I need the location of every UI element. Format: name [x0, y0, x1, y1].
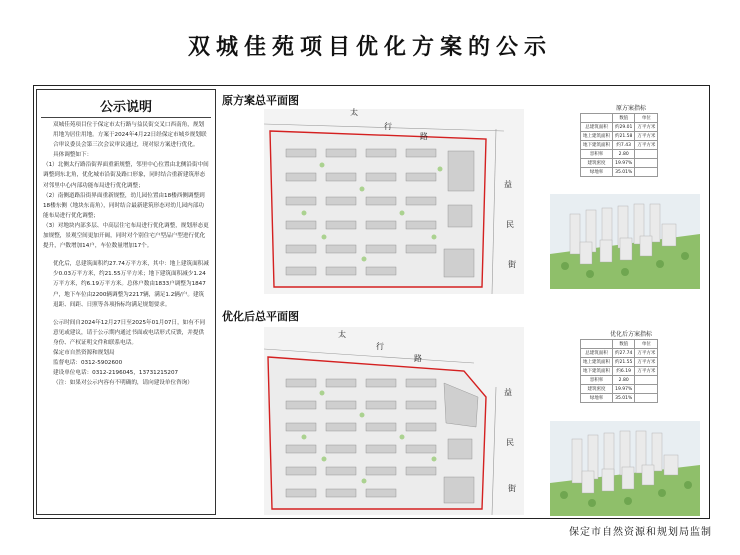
road-label: 益 [504, 388, 512, 397]
notice-paragraph: 公示时间自2024年12月27日至2025年01月07日，如有不同意见或建议，请于公示期内通过书面或电话形式反馈，并提供身份、产权证明文件和联系电话。 [53, 319, 206, 346]
table-row: 容积率 2.80 [581, 150, 658, 159]
road-label: 太 [338, 330, 346, 339]
notice-paragraph: 具体调整如下： [53, 152, 93, 159]
table-row: 地上建筑面积 约21.55 万平方米 [581, 358, 658, 367]
road-label: 路 [420, 132, 428, 141]
column-header: 数值 [613, 114, 635, 123]
road-label: 益 [504, 180, 512, 189]
notice-paragraph: 监督电话：0312-5902600 [53, 360, 123, 367]
aerial-rendering-image [550, 421, 700, 516]
table-row: 容积率 2.80 [581, 376, 658, 385]
table-row: 地下建筑面积 约7.43 万平方米 [581, 141, 658, 150]
divider [41, 117, 211, 118]
road-label: 行 [376, 342, 384, 351]
site-plan-drawing [264, 109, 524, 294]
table-row: 绿地率 35.01% [581, 168, 658, 177]
optimized-plan-heading: 优化后总平面图 [222, 310, 299, 323]
footer-issuer: 保定市自然资源和规划局监制 [569, 527, 712, 538]
road-label: 太 [350, 108, 358, 117]
notice-paragraph: 保定市自然资源和规划局 [53, 349, 115, 356]
notice-panel [36, 89, 216, 515]
original-indicator-table [580, 113, 658, 177]
column-header: 单位 [635, 114, 658, 123]
column-header [581, 114, 613, 123]
column-header: 数值 [613, 340, 635, 349]
notice-paragraph: 建设单位电话：0312-2196045，13731215207 [53, 370, 179, 377]
table-row: 建筑密度 19.97% [581, 385, 658, 394]
table-row: 地上建筑面积 约21.58 万平方米 [581, 132, 658, 141]
original-site-plan [264, 109, 524, 294]
road-label: 民 [506, 220, 514, 229]
road-label: 街 [508, 484, 516, 493]
site-plan-drawing [264, 327, 524, 515]
notice-paragraph: （2）南侧道路沿街界面重新规整，幼儿园位置由18楼西侧调整到18楼东侧（地块东南角），同时结合最新建筑形态对幼儿园内部功能布局进行优化调整； [43, 192, 205, 219]
original-table-title: 原方案指标 [615, 105, 646, 112]
road-label: 行 [384, 122, 392, 131]
table-row: 建筑密度 19.97% [581, 159, 658, 168]
notice-paragraph: （注：如果对公示内容有不明确的，请向建设单位咨询） [53, 380, 193, 387]
column-header [581, 340, 613, 349]
original-rendering [550, 194, 700, 289]
optimized-site-plan [264, 327, 524, 512]
table-row: 总建筑面积 约29.01 万平方米 [581, 123, 658, 132]
optimized-rendering [550, 421, 700, 516]
road-label: 民 [506, 438, 514, 447]
table-row: 地下建筑面积 约6.19 万平方米 [581, 367, 658, 376]
notice-paragraph: 双城佳苑项目位于保定市太行路与益民街交叉口西南角，规划用地为居住用地。方案于2024年4月22日经保定市城乡规划联合审议委员会第三次会议审议通过，现对原方案进行优化。 [53, 122, 207, 149]
notice-paragraph: 优化后，总建筑面积约27.74万平方米，其中：地上建筑面积减少0.03万平方米，约21.55万平方米；地下建筑面积减少1.24万平方米，约6.19万平方米。总体户数由1833户调整为1847户，地下车位由2200辆调整为2217辆，满足1.2辆/户。建筑退距、间距、日照等各项指标均满足规划要求。 [53, 261, 209, 308]
notice-heading: 公示说明 [99, 100, 152, 115]
optimized-table-title: 优化后方案指标 [609, 331, 652, 338]
notice-body [43, 120, 209, 388]
column-header: 单位 [635, 340, 658, 349]
notice-paragraph: （1）北侧太行路沿街界面重新规整，邻里中心位置由北侧沿街中间调整到东北角，优化城市沿街及路口形象，同时结合重新建筑形态对邻里中心内部功能布局进行优化调整； [43, 162, 209, 189]
original-plan-panel [216, 89, 710, 300]
table-row: 绿地率 35.01% [581, 394, 658, 403]
page-title: 双城佳苑项目优化方案的公示 [187, 35, 552, 60]
optimized-plan-panel [216, 305, 710, 519]
notice-paragraph: （3）对地块内部多层、中高层住宅布局进行优化调整，规划形态更加规整，景观空间更加开阔，同时对个别住宅户型品户型进行优化提升，户数增加14户，车位数量增加17个。 [43, 222, 209, 250]
optimized-indicator-table [580, 339, 658, 403]
road-label: 路 [414, 354, 422, 363]
aerial-rendering-image [550, 194, 700, 289]
table-row: 总建筑面积 约27.74 万平方米 [581, 349, 658, 358]
original-plan-heading: 原方案总平面图 [222, 94, 299, 107]
road-label: 街 [508, 260, 516, 269]
